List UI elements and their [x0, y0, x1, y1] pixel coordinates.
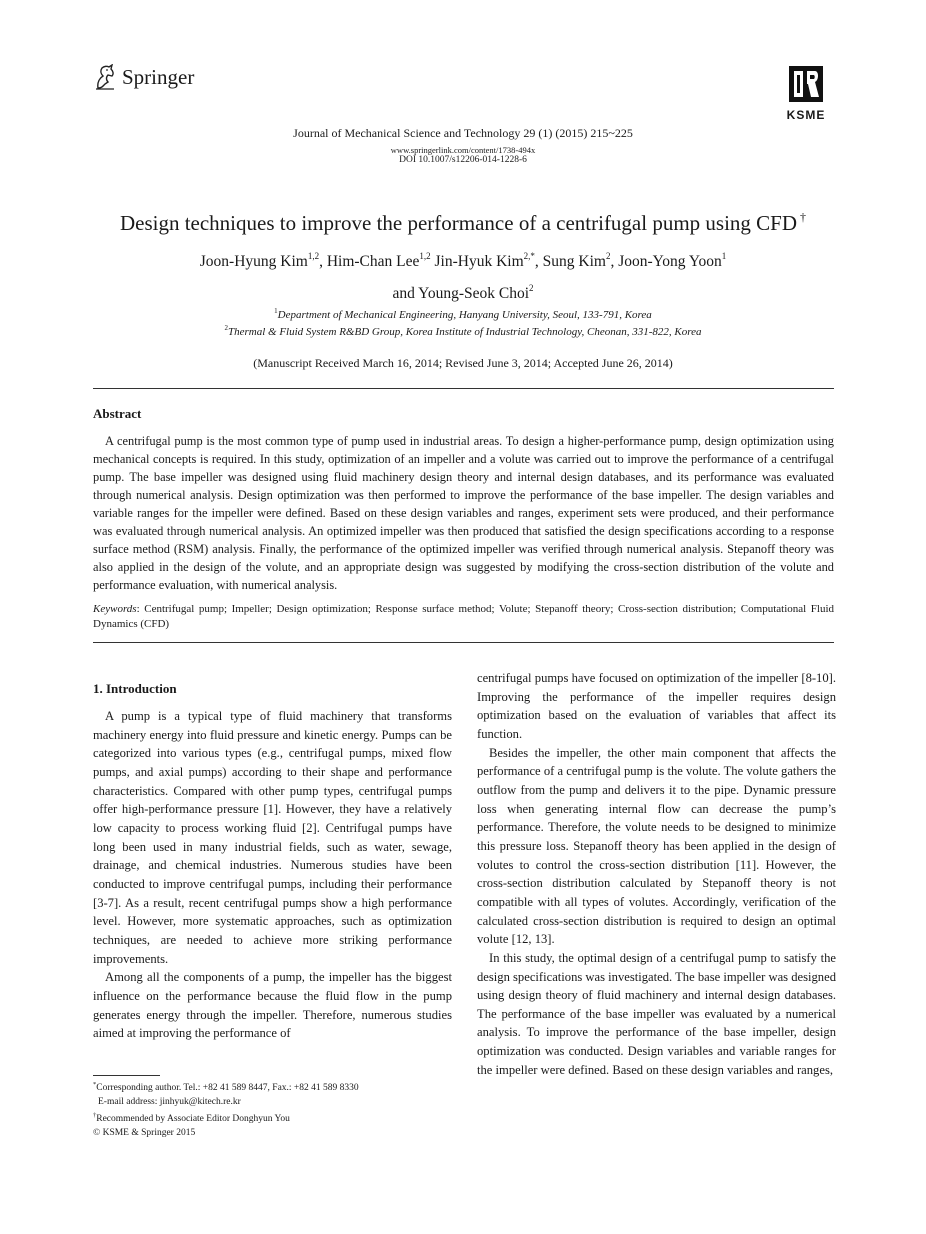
- ksme-emblem-icon: [789, 66, 823, 102]
- footnote-copyright: © KSME & Springer 2015: [93, 1128, 196, 1138]
- affiliation-1: $^1$Department of Mechanical Engineering, Hanyang University, Seoul, 133-791, Korea: [274, 307, 652, 321]
- author: Him-Chan Lee: [326, 253, 420, 270]
- keywords-list: : Centrifugal pump; Impeller; Design optimization; Response surface method; Volute; Stepanoff theory; Cross-section distribution; Computational Fluid Dynamics (CFD): [93, 603, 834, 630]
- author-list: Joon-Hyung Kim$^{1,2}$, Him-Chan Lee$^{1,2}$ Jin-Hyuk Kim$^{2,*}$, Sung Kim$^2$, Joon-Yong Yoon$^1$: [199, 251, 727, 270]
- abstract-text: A centrifugal pump is the most common type of pump used in industrial areas. To design a higher-performance pump, design optimization using mechanical concepts is required. In this study, optimization of an impeller and a volute was carried out to improve the performance of a centrifugal pump. The base impeller was designed using fluid machinery design theory and internal design databases, and its performance was evaluated through numerical analysis. Design optimization was then performed to improve the performance of the base impeller. The design variables and variable ranges for the impeller were defined. Based on these design variables and ranges, experiment sets were produced, and their performance was evaluated through numerical analysis. An optimized impeller was then produced that satisfied the design specifications according to a response surface method (RSM) analysis. Finally, the performance of the optimized impeller was verified through numerical analysis. Stepanoff theory was also applied in the design of the volute, and an appropriate design was suggested by modifying the cross-section distribution of the volute and performance evaluation, with numerical analysis.: [93, 434, 834, 592]
- author-affiliation: 1,2: [307, 251, 320, 261]
- author-affiliation: 1: [721, 251, 727, 261]
- author: Joon-Hyung Kim: [199, 253, 308, 270]
- left-column: [93, 707, 452, 1043]
- footnote-recommended: †Recommended by Associate Editor Donghyun You: [93, 1112, 290, 1124]
- paragraph: A pump is a typical type of fluid machinery that transforms machinery energy into fluid pressure and kinetic energy. Pumps can be categorized into various types (e.g., centrifugal pumps, mixed flow pumps, and axial pumps) according to their shape and performance characteristics. Compared with other pump types, centrifugal pumps offer high-performance pressure [1]. However, they have a relatively low capacity to process working fluid [2]. Centrifugal pumps have long been used in many industrial fields, such as water, sewage, drainage, and chemical industries. Numerous studies have been conducted to improve centrifugal pumps, including their performance [3-7]. As a result, recent centrifugal pumps show a high performance level. However, more systematic approaches, such as optimization techniques, are needed to achieve more striking performance improvements.: [93, 709, 452, 966]
- keywords-label: Keywords: [93, 603, 137, 615]
- footnote-divider: [93, 1075, 160, 1076]
- paper-title: [0, 210, 926, 236]
- section-heading-introduction: 1. Introduction: [93, 681, 177, 696]
- paragraph: Besides the impeller, the other main component that affects the performance of a centrifugal pump is the volute. The volute gathers the outflow from the pump and delivers it to the pipe. Dynamic pressure loss when generating internal flow can decrease the pump’s performance. Therefore, the volute needs to be designed to minimize this pressure loss. Stepanoff theory has been applied in the design of volutes to control the cross-section distribution [11]. However, the cross-section distribution calculated by Stepanoff theory is not compatible with all types of volutes. Accordingly, verification of the calculated cross-section distribution is required to design an optimal volute [12, 13].: [477, 745, 836, 947]
- author-list-continued: and Young-Seok Choi$^2$: [392, 283, 534, 302]
- right-column: [477, 669, 836, 1079]
- springer-logo: [94, 62, 194, 92]
- footnotes: [93, 1078, 359, 1140]
- author-affiliation: 2: [605, 251, 611, 261]
- paragraph: centrifugal pumps have focused on optimization of the impeller [8-10]. Improving the performance of the impeller requires design optimization based on the evaluation of variables that affect its function.: [477, 671, 836, 741]
- divider-bottom: [93, 642, 834, 643]
- doi[interactable]: DOI 10.1007/s12206-014-1228-6: [399, 155, 527, 165]
- author-affiliation: 2: [529, 283, 534, 293]
- divider-top: [93, 388, 834, 389]
- ksme-logo: [776, 66, 836, 122]
- title-footnote-mark: †: [800, 210, 807, 224]
- keywords: [93, 602, 834, 632]
- springer-horse-icon: [94, 64, 116, 90]
- author-affiliation: 2,*: [523, 251, 535, 261]
- affiliation-2: $^2$Thermal & Fluid System R&BD Group, Korea Institute of Industrial Technology, Cheonan, 331-822, Korea: [224, 324, 702, 338]
- footnote-corresponding: *Corresponding author. Tel.: +82 41 589 8447, Fax.: +82 41 589 8330: [93, 1081, 359, 1093]
- journal-citation: Journal of Mechanical Science and Technology 29 (1) (2015) 215~225: [293, 126, 633, 140]
- author: Young-Seok Choi: [418, 285, 529, 302]
- society-name: KSME: [786, 108, 826, 122]
- publisher-name: Springer: [122, 64, 195, 89]
- author: Joon-Yong Yoon: [618, 253, 722, 270]
- journal-url[interactable]: www.springerlink.com/content/1738-494x: [390, 145, 536, 155]
- footnote-email[interactable]: E-mail address: jinhyuk@kitech.re.kr: [98, 1097, 241, 1107]
- manuscript-dates: (Manuscript Received March 16, 2014; Revised June 3, 2014; Accepted June 26, 2014): [253, 356, 673, 370]
- title-text: Design techniques to improve the performance of a centrifugal pump using CFD: [119, 211, 798, 235]
- author: Sung Kim: [542, 253, 606, 270]
- abstract-heading: Abstract: [93, 406, 142, 421]
- paragraph: In this study, the optimal design of a centrifugal pump to satisfy the design specifications was investigated. The base impeller was designed using design theory of fluid machinery and internal design databases. The performance of the base impeller was evaluated by a numerical analysis. To improve the performance of the base impeller, design optimization was conducted. Design variables and variable ranges for the impeller were defined. Based on these design variables and ranges,: [477, 950, 836, 1077]
- author-affiliation: 1,2: [419, 251, 431, 261]
- paragraph: Among all the components of a pump, the impeller has the biggest influence on the performance because the fluid flow in the pump generates energy through the impeller. Therefore, numerous studies aimed at improving the performance of: [93, 970, 452, 1041]
- author: Jin-Hyuk Kim: [434, 253, 524, 270]
